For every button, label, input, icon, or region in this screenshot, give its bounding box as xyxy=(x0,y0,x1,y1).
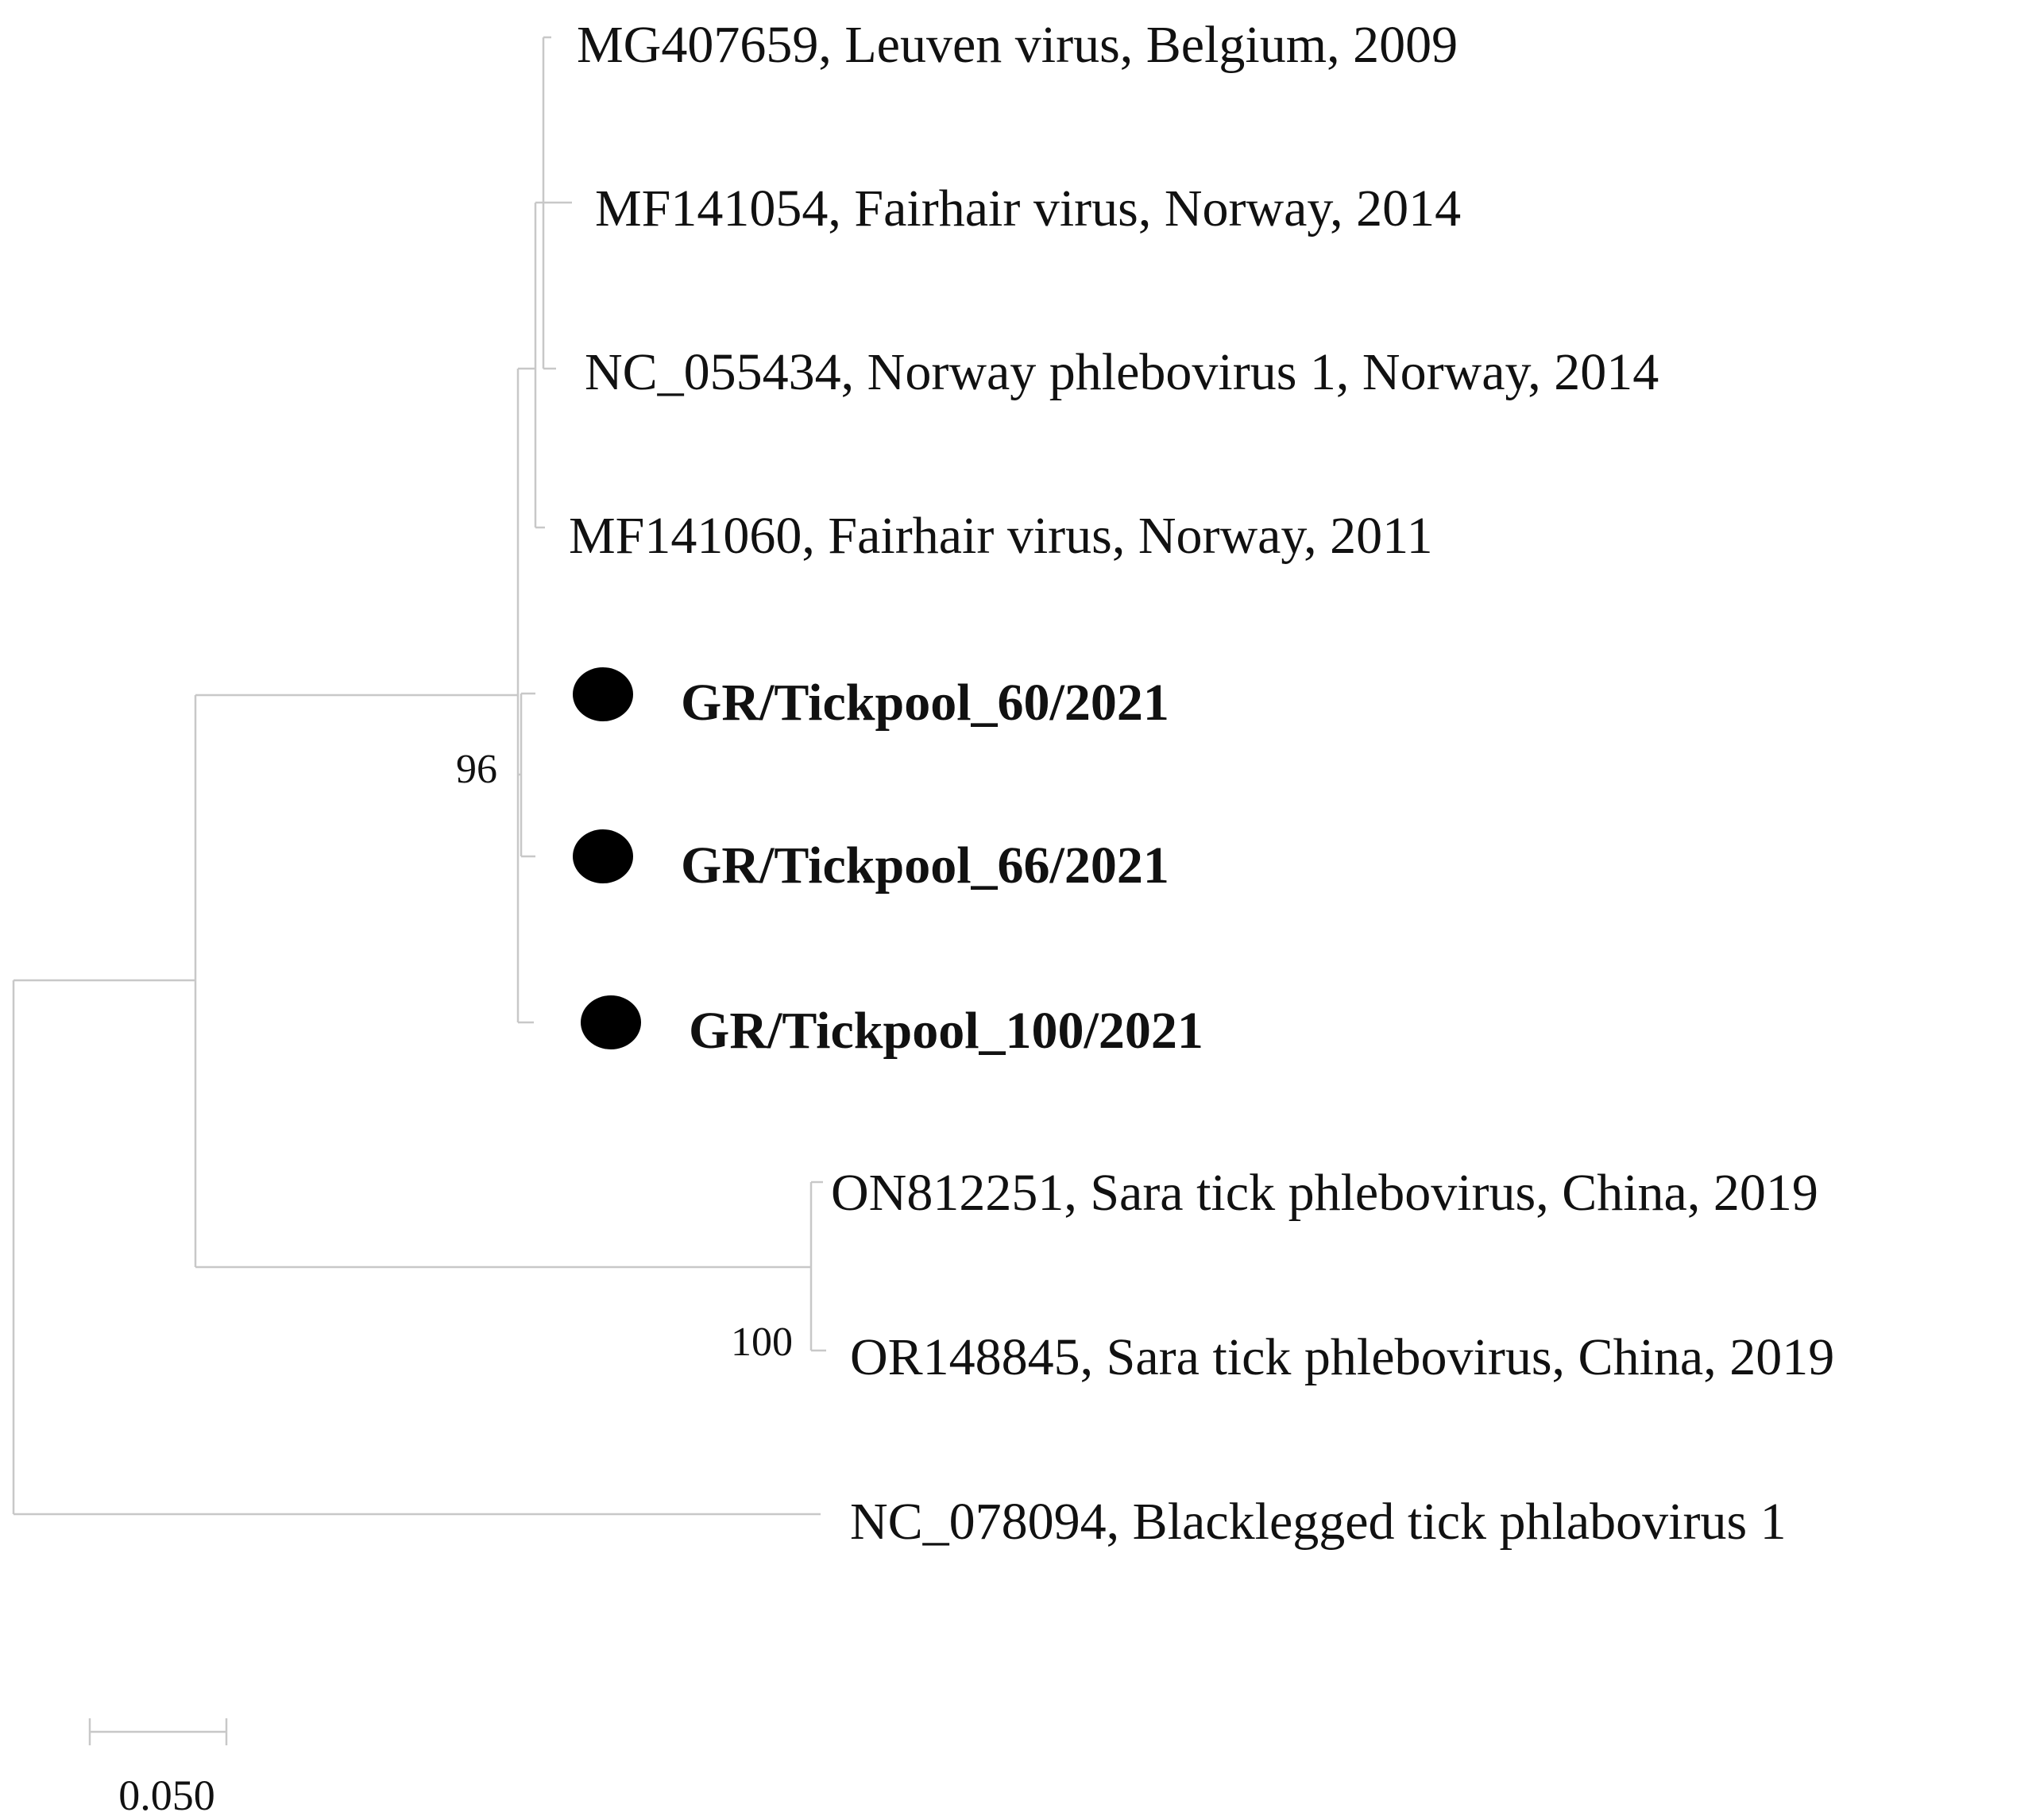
filled-circle-icon xyxy=(573,829,633,883)
highlight-markers xyxy=(573,667,641,1049)
leaf-label: NC_078094, Blacklegged tick phlabovirus 1 xyxy=(850,1493,1787,1551)
scale-bar-label: 0.050 xyxy=(118,1772,215,1819)
leaf-label: ON812251, Sara tick phlebovirus, China, 2019 xyxy=(831,1164,1818,1222)
filled-circle-icon xyxy=(573,667,633,721)
bootstrap-value: 100 xyxy=(731,1320,793,1365)
leaf-label: OR148845, Sara tick phlebovirus, China, 2019 xyxy=(850,1328,1835,1386)
bootstrap-value: 96 xyxy=(456,747,497,792)
leaf-label-highlighted: GR/Tickpool_100/2021 xyxy=(689,1002,1203,1060)
scale-bar xyxy=(90,1718,226,1819)
leaf-label: NC_055434, Norway phlebovirus 1, Norway, 2014 xyxy=(585,343,1659,401)
leaf-label: MF141060, Fairhair virus, Norway, 2011 xyxy=(569,507,1433,565)
leaf-label: MG407659, Leuven virus, Belgium, 2009 xyxy=(577,16,1458,74)
tree-branches xyxy=(14,37,826,1514)
filled-circle-icon xyxy=(581,995,641,1049)
leaf-label-highlighted: GR/Tickpool_60/2021 xyxy=(681,674,1169,732)
leaf-label-highlighted: GR/Tickpool_66/2021 xyxy=(681,837,1169,895)
leaf-label: MF141054, Fairhair virus, Norway, 2014 xyxy=(595,180,1462,238)
